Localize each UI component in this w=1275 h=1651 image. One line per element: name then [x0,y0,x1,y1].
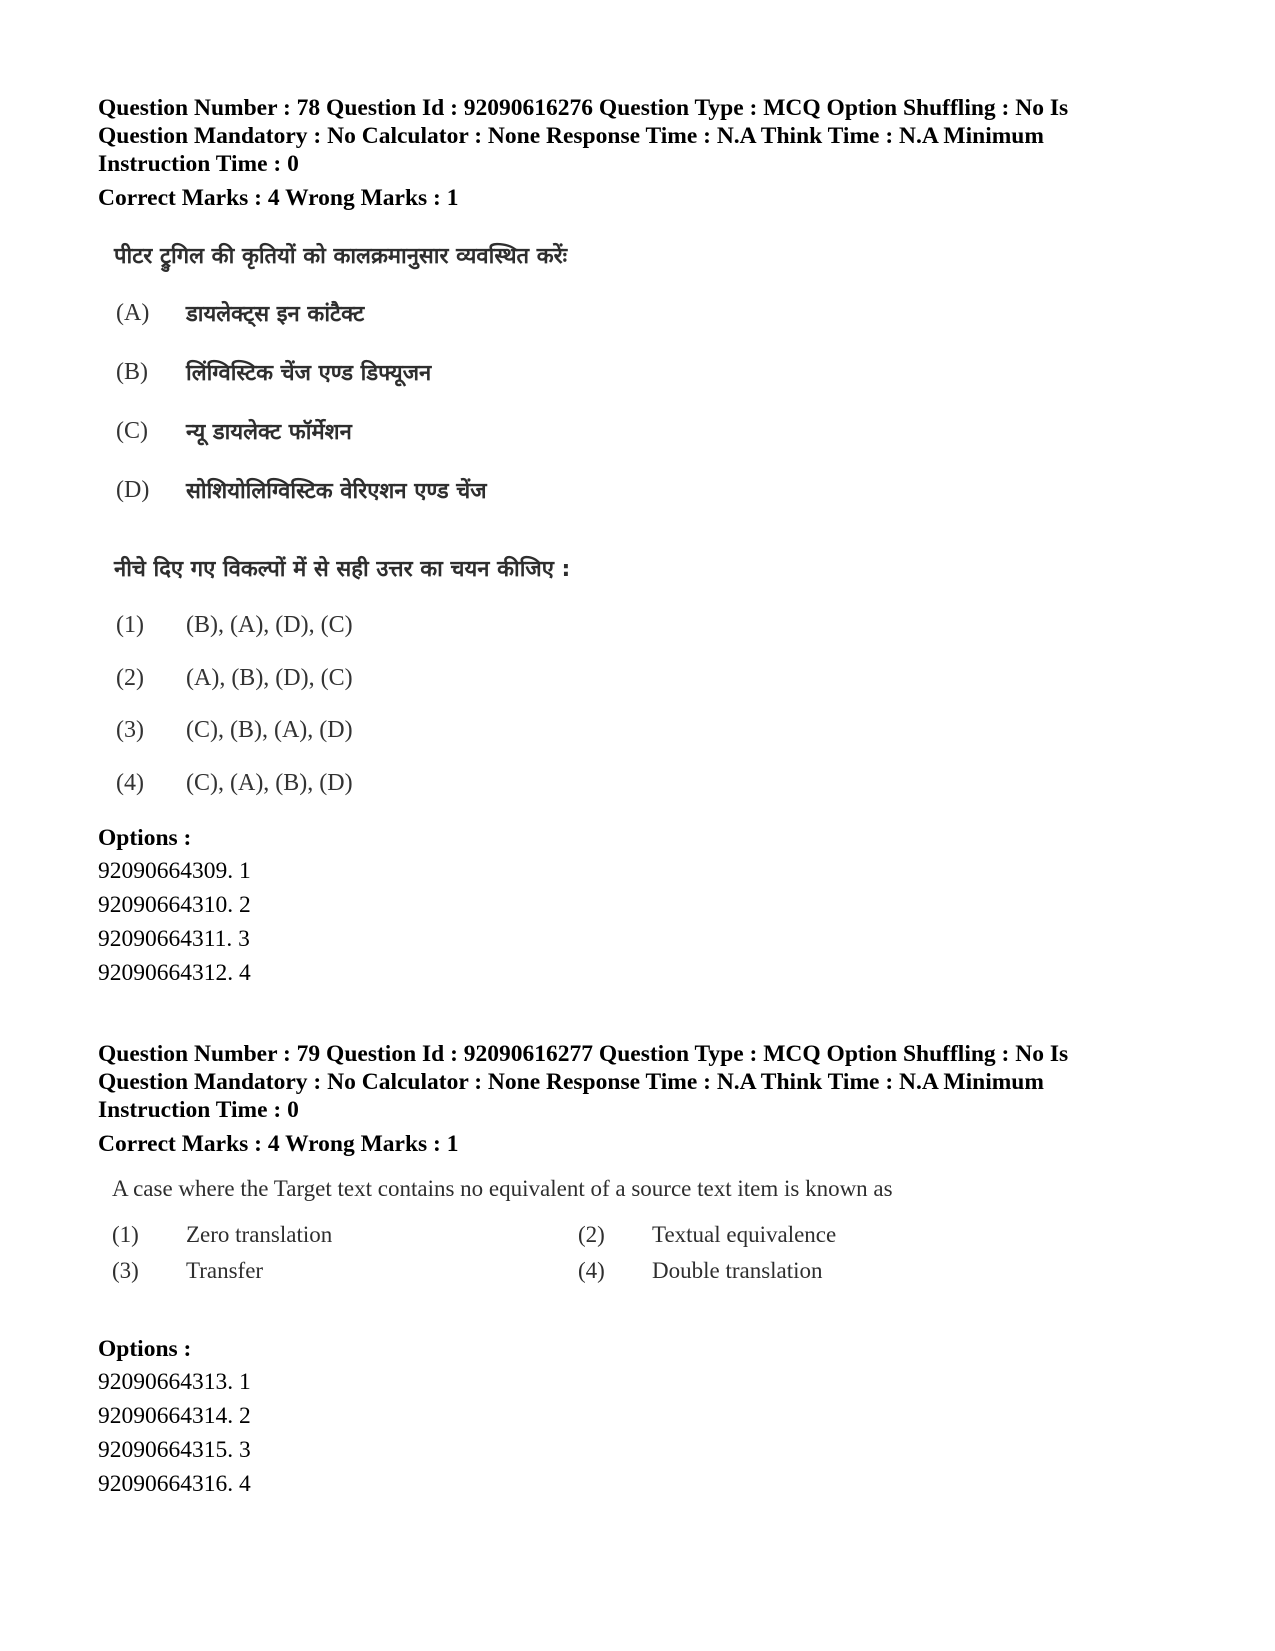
choice-item [116,717,353,744]
choice-item [578,1222,836,1248]
option-line: 92090664310. 2 [98,892,251,918]
choice-text: (B), (A), (D), (C) [186,612,353,638]
option-line: 92090664312. 4 [98,960,251,986]
choice-text: (A), (B), (D), (C) [186,665,353,691]
choice-label: (4) [116,770,144,796]
choice-item [112,1222,332,1248]
option-line: 92090664315. 3 [98,1437,251,1463]
list-item [116,475,487,505]
question-meta-line: Question Mandatory : No Calculator : None Response Time : N.A Think Time : N.A Minimum [98,1069,1044,1095]
option-line: 92090664309. 1 [98,858,251,884]
marks-info: Correct Marks : 4 Wrong Marks : 1 [98,185,459,211]
option-line: 92090664311. 3 [98,926,250,952]
list-item [116,357,431,387]
question-meta-line: Question Number : 79 Question Id : 92090616277 Question Type : MCQ Option Shuffling : No Is [98,1041,1069,1067]
list-item [116,416,352,446]
choice-label: (3) [116,717,144,743]
question-meta-line: Question Number : 78 Question Id : 92090616276 Question Type : MCQ Option Shuffling : No Is [98,95,1069,121]
choice-text: Transfer [186,1258,264,1283]
question-79-options [98,1333,1188,1501]
choice-item [578,1258,823,1284]
question-meta-line: Question Mandatory : No Calculator : None Response Time : N.A Think Time : N.A Minimum [98,123,1044,149]
choice-text: (C), (B), (A), (D) [186,717,353,743]
options-heading: Options : [98,1336,192,1362]
question-78 [98,94,1188,212]
instruction-text: नीचे दिए गए विकल्पों में से सही उत्तर का चयन कीजिए : [114,557,571,582]
choice-label: (1) [116,612,144,638]
item-text: डायलेक्ट्स इन कांटैक्ट [186,302,365,327]
marks-info: Correct Marks : 4 Wrong Marks : 1 [98,1131,459,1157]
question-stem: पीटर ट्रुगिल की कृतियों को कालक्रमानुसार व्यवस्थित करेंः [114,244,568,269]
question-stem: A case where the Target text contains no equivalent of a source text item is known as [112,1176,893,1201]
choice-item [112,1258,263,1284]
option-line: 92090664313. 1 [98,1369,251,1395]
choice-label: (4) [578,1258,605,1283]
choice-text: Textual equivalence [652,1222,837,1247]
item-text: सोशियोलिग्विस्टिक वेरिएशन एण्ड चेंज [186,479,487,504]
item-text: न्यू डायलेक्ट फॉर्मेशन [186,420,352,445]
choice-label: (1) [112,1222,139,1247]
options-heading: Options : [98,825,192,851]
option-line: 92090664316. 4 [98,1471,251,1497]
choice-item [116,612,353,639]
choice-item [116,665,353,692]
choice-label: (2) [116,665,144,691]
choice-text: Double translation [652,1258,823,1283]
option-line: 92090664314. 2 [98,1403,251,1429]
list-item [116,298,364,328]
item-text: लिंग्विस्टिक चेंज एण्ड डिफ्यूजन [186,361,432,386]
item-label: (C) [116,417,148,444]
question-meta-line: Instruction Time : 0 [98,1097,299,1123]
item-label: (D) [116,476,150,503]
choice-text: (C), (A), (B), (D) [186,770,353,796]
question-meta-line: Instruction Time : 0 [98,151,299,177]
choice-label: (3) [112,1258,139,1283]
item-label: (A) [116,299,150,326]
choice-text: Zero translation [186,1222,333,1247]
question-79 [98,1040,1188,1158]
question-78-options [98,822,1188,990]
item-label: (B) [116,358,148,385]
choice-label: (2) [578,1222,605,1247]
choice-item [116,770,353,797]
